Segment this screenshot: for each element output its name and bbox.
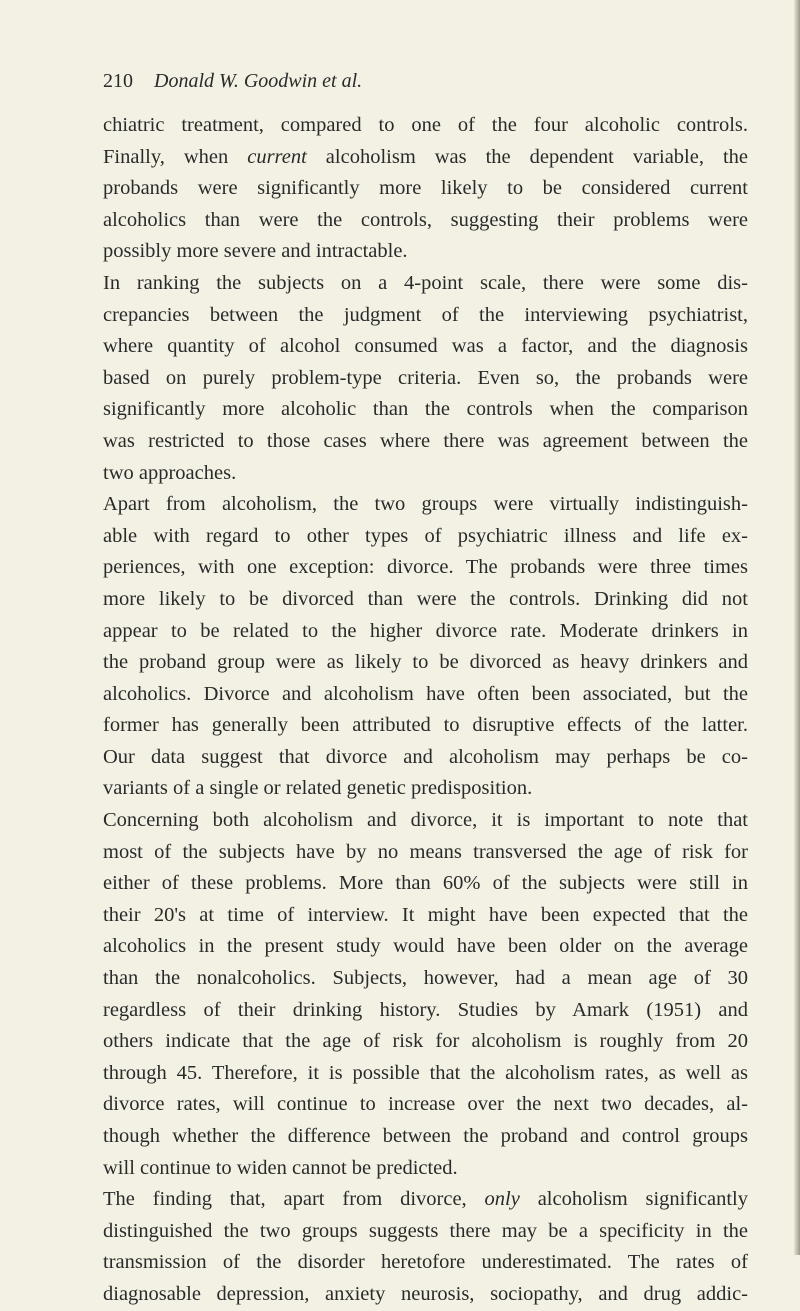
text-line: will continue to widen cannot be predicted. [103, 1156, 458, 1179]
text-line: Finally, when current alcoholism was the dependent variable, the [103, 145, 748, 168]
text-line: possibly more severe and intractable. [103, 240, 408, 263]
text-line: alcoholics than were the controls, suggesting their problems were [103, 208, 748, 231]
text-line: Apart from alcoholism, the two groups were virtually indistinguish- [103, 493, 748, 516]
text-line: based on purely problem-type criteria. Even so, the probands were [103, 366, 748, 389]
text-line: two approaches. [103, 461, 237, 484]
text-line: most of the subjects have by no means transversed the age of risk for [103, 840, 748, 863]
text-line: In ranking the subjects on a 4-point scale, there were some dis- [103, 271, 748, 294]
text-line: though whether the difference between the proband and control groups [103, 1125, 748, 1147]
text-line: their 20's at time of interview. It might have been expected that the [103, 903, 748, 926]
text-line: transmission of the disorder heretofore underestimated. The rates of [103, 1251, 748, 1274]
text-line: variants of a single or related genetic predisposition. [103, 777, 533, 800]
text-line: significantly more alcoholic than the controls when the comparison [103, 398, 748, 421]
text-line: diagnosable depression, anxiety neurosis, sociopathy, and drug addic- [103, 1282, 748, 1305]
text-line: regardless of their drinking history. Studies by Amark (1951) and [103, 998, 748, 1021]
running-author: Donald W. Goodwin et al. [154, 70, 363, 92]
text-line: more likely to be divorced than were the controls. Drinking did not [103, 587, 748, 610]
text-line: chiatric treatment, compared to one of the four alcoholic controls. [103, 114, 748, 136]
text-line: The finding that, apart from divorce, only alcoholism significantly [103, 1188, 748, 1211]
text-line: than the nonalcoholics. Subjects, however, had a mean age of 30 [103, 967, 748, 990]
text-line: alcoholics in the present study would have been older on the average [103, 935, 748, 958]
text-line: Concerning both alcoholism and divorce, it is important to note that [103, 809, 748, 832]
page-edge-shadow [794, 0, 800, 1255]
text-line: was restricted to those cases where there was agreement between the [103, 429, 748, 452]
text-line: probands were significantly more likely to be considered current [103, 177, 748, 200]
text-line: crepancies between the judgment of the interviewing psychiatrist, [103, 303, 748, 326]
text-line: others indicate that the age of risk for alcoholism is roughly from 20 [103, 1030, 748, 1053]
running-header [103, 70, 362, 93]
text-line: alcoholics. Divorce and alcoholism have often been associated, but the [103, 682, 748, 705]
text-line: distinguished the two groups suggests there may be a specificity in the [103, 1219, 748, 1242]
page-number: 210 [103, 70, 133, 92]
text-line: divorce rates, will continue to increase over the next two decades, al- [103, 1093, 748, 1116]
text-line: where quantity of alcohol consumed was a factor, and the diagnosis [103, 335, 748, 358]
text-line: able with regard to other types of psychiatric illness and life ex- [103, 524, 748, 547]
text-line: periences, with one exception: divorce. The probands were three times [103, 556, 748, 579]
text-line: either of these problems. More than 60% of the subjects were still in [103, 872, 748, 895]
text-line: the proband group were as likely to be divorced as heavy drinkers and [103, 651, 748, 674]
text-line: through 45. Therefore, it is possible that the alcoholism rates, as well as [103, 1061, 748, 1084]
text-line: Our data suggest that divorce and alcoholism may perhaps be co- [103, 745, 748, 768]
text-line: appear to be related to the higher divorce rate. Moderate drinkers in [103, 619, 748, 642]
body-text [103, 110, 748, 1311]
text-line: former has generally been attributed to disruptive effects of the latter. [103, 714, 748, 737]
